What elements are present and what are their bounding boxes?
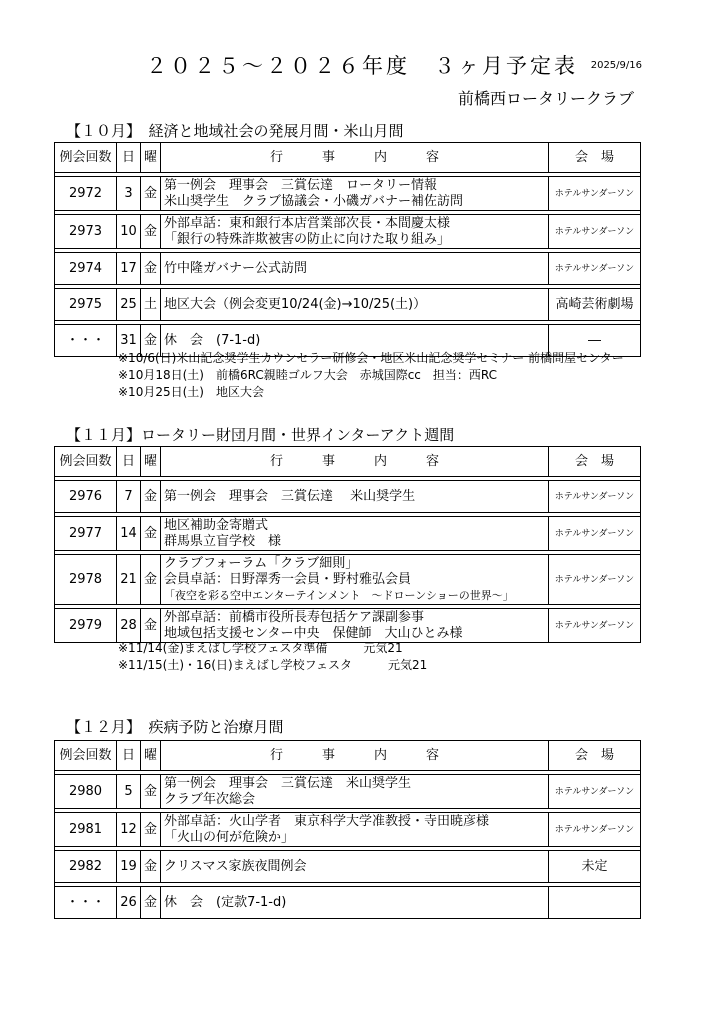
event-description <box>161 253 549 285</box>
table-row <box>55 887 641 919</box>
table-row <box>55 775 641 809</box>
table-row <box>55 609 641 643</box>
table-header-row <box>55 447 641 477</box>
meeting-number: 2973 <box>55 215 117 249</box>
table-row <box>55 555 641 605</box>
col-header-venue: 会 場 <box>549 447 641 477</box>
day: 17 <box>117 253 141 285</box>
note-line: ※10月18日(土) 前橋6RC親睦ゴルフ大会 赤城国際cc 担当：西RC <box>118 368 498 382</box>
col-header-venue: 会 場 <box>549 143 641 173</box>
event-description <box>161 481 549 513</box>
weekday: 金 <box>141 887 161 919</box>
october-heading: 【１０月】 経済と地域社会の発展月間・米山月間 <box>66 122 404 140</box>
event-line: 第一例会 理事会 三賞伝達 ロータリー情報 <box>164 177 438 193</box>
november-heading: 【１１月】ロータリー財団月間・世界インターアクト週間 <box>66 426 455 444</box>
venue: 未定 <box>549 851 641 883</box>
event-line: 休 会 (7-1-d) <box>164 332 261 348</box>
meeting-number: 2976 <box>55 481 117 513</box>
col-header-dow: 曜 <box>141 741 161 771</box>
october-table <box>54 142 641 357</box>
venue: ホテルサンダーソン <box>549 481 641 513</box>
event-description <box>161 177 549 211</box>
day: 12 <box>117 813 141 847</box>
table-row <box>55 517 641 551</box>
table-row <box>55 481 641 513</box>
venue: 高崎芸術劇場 <box>549 289 641 321</box>
col-header-dow: 曜 <box>141 447 161 477</box>
note-line: ※11/14(金)まえばし学校フェスタ準備 元気21 <box>118 641 403 655</box>
col-header-event: 行 事 内 容 <box>161 447 549 477</box>
weekday: 金 <box>141 215 161 249</box>
venue: ホテルサンダーソン <box>549 555 641 605</box>
venue: ホテルサンダーソン <box>549 775 641 809</box>
event-line: 群馬県立盲学校 様 <box>164 533 282 549</box>
col-header-day: 日 <box>117 143 141 173</box>
day: 28 <box>117 609 141 643</box>
event-line: 地区補助金寄贈式 <box>164 517 269 533</box>
event-line: 第一例会 理事会 三賞伝達 米山奨学生 <box>164 488 416 504</box>
meeting-number: 2975 <box>55 289 117 321</box>
table-row <box>55 813 641 847</box>
meeting-number: 2977 <box>55 517 117 551</box>
event-line: 会員卓話：日野澤秀一会員・野村雅弘会員 <box>164 571 412 587</box>
weekday: 金 <box>141 813 161 847</box>
meeting-number: 2981 <box>55 813 117 847</box>
event-line: クリスマス家族夜間例会 <box>164 858 307 874</box>
event-description <box>161 887 549 919</box>
meeting-number: 2982 <box>55 851 117 883</box>
weekday: 金 <box>141 481 161 513</box>
col-header-day: 日 <box>117 741 141 771</box>
meeting-number: 2974 <box>55 253 117 285</box>
event-description <box>161 609 549 643</box>
event-line: 「火山の何が危険か」 <box>164 829 295 845</box>
event-line: 地区大会（例会変更10/24(金)→10/25(土)） <box>164 296 427 312</box>
november-notes <box>118 640 427 674</box>
venue: ホテルサンダーソン <box>549 517 641 551</box>
event-description <box>161 215 549 249</box>
table-header-row <box>55 741 641 771</box>
day: 26 <box>117 887 141 919</box>
note-line: ※10/6(日)米山記念奨学生カウンセラー研修会・地区米山記念奨学セミナー 前橋問屋センター <box>118 351 624 365</box>
col-header-dow: 曜 <box>141 143 161 173</box>
day: 7 <box>117 481 141 513</box>
venue: ― <box>549 325 641 357</box>
day: 10 <box>117 215 141 249</box>
day: 5 <box>117 775 141 809</box>
weekday: 金 <box>141 775 161 809</box>
day: 3 <box>117 177 141 211</box>
weekday: 金 <box>141 325 161 357</box>
day: 21 <box>117 555 141 605</box>
event-line: クラブフォーラム「クラブ細則」 <box>164 555 359 571</box>
weekday: 金 <box>141 253 161 285</box>
event-description <box>161 813 549 847</box>
event-line: 外部卓話：東和銀行本店営業部次長・本間慶太様 <box>164 215 451 231</box>
event-description <box>161 555 549 605</box>
table-header-row <box>55 143 641 173</box>
col-header-no: 例会回数 <box>55 447 117 477</box>
meeting-number: 2980 <box>55 775 117 809</box>
col-header-day: 日 <box>117 447 141 477</box>
table-row <box>55 289 641 321</box>
note-line: ※11/15(土)・16(日)まえばし学校フェスタ 元気21 <box>118 658 428 672</box>
event-line: 竹中隆ガバナー公式訪問 <box>164 260 308 276</box>
event-line: クラブ年次総会 <box>164 791 256 807</box>
november-table <box>54 446 641 643</box>
event-description <box>161 851 549 883</box>
club-name: 前橋西ロータリークラブ <box>457 89 634 108</box>
meeting-number: 2978 <box>55 555 117 605</box>
meeting-number: ・・・ <box>55 325 117 357</box>
table-row <box>55 851 641 883</box>
december-heading: 【１２月】 疾病予防と治療月間 <box>66 718 284 736</box>
weekday: 金 <box>141 609 161 643</box>
event-line: 第一例会 理事会 三賞伝達 米山奨学生 <box>164 775 412 791</box>
table-row <box>55 177 641 211</box>
venue: ホテルサンダーソン <box>549 253 641 285</box>
weekday: 土 <box>141 289 161 321</box>
meeting-number: 2972 <box>55 177 117 211</box>
day: 19 <box>117 851 141 883</box>
event-line: 「夜空を彩る空中エンターテインメント ～ドローンショーの世界～」 <box>164 588 514 602</box>
venue <box>549 887 641 919</box>
col-header-no: 例会回数 <box>55 741 117 771</box>
meeting-number: 2979 <box>55 609 117 643</box>
event-description <box>161 289 549 321</box>
meeting-number: ・・・ <box>55 887 117 919</box>
venue: ホテルサンダーソン <box>549 177 641 211</box>
event-description <box>161 517 549 551</box>
table-row <box>55 253 641 285</box>
event-line: 米山奨学生 クラブ協議会・小磯ガバナー補佐訪問 <box>164 193 464 209</box>
weekday: 金 <box>141 555 161 605</box>
note-line: ※10月25日(土) 地区大会 <box>118 385 264 399</box>
weekday: 金 <box>141 177 161 211</box>
col-header-event: 行 事 内 容 <box>161 741 549 771</box>
event-line: 外部卓話：前橋市役所長寿包括ケア課副参事 <box>164 609 425 625</box>
event-line: 外部卓話：火山学者 東京科学大学准教授・寺田暁彦様 <box>164 813 490 829</box>
october-notes <box>118 350 624 401</box>
issue-date: 2025/9/16 <box>590 60 642 71</box>
page-title: ２０２５～２０２６年度 ３ヶ月予定表 <box>146 54 578 78</box>
venue: ホテルサンダーソン <box>549 609 641 643</box>
weekday: 金 <box>141 851 161 883</box>
event-line: 「銀行の特殊詐欺被害の防止に向けた取り組み」 <box>164 231 451 247</box>
table-row <box>55 215 641 249</box>
col-header-venue: 会 場 <box>549 741 641 771</box>
col-header-no: 例会回数 <box>55 143 117 173</box>
day: 14 <box>117 517 141 551</box>
event-line: 地域包括支援センター中央 保健師 大山ひとみ様 <box>164 625 463 641</box>
event-line: 休 会 (定款7-1-d) <box>164 894 287 910</box>
col-header-event: 行 事 内 容 <box>161 143 549 173</box>
event-description <box>161 775 549 809</box>
venue: ホテルサンダーソン <box>549 215 641 249</box>
weekday: 金 <box>141 517 161 551</box>
december-table <box>54 740 641 919</box>
day: 25 <box>117 289 141 321</box>
day: 31 <box>117 325 141 357</box>
venue: ホテルサンダーソン <box>549 813 641 847</box>
